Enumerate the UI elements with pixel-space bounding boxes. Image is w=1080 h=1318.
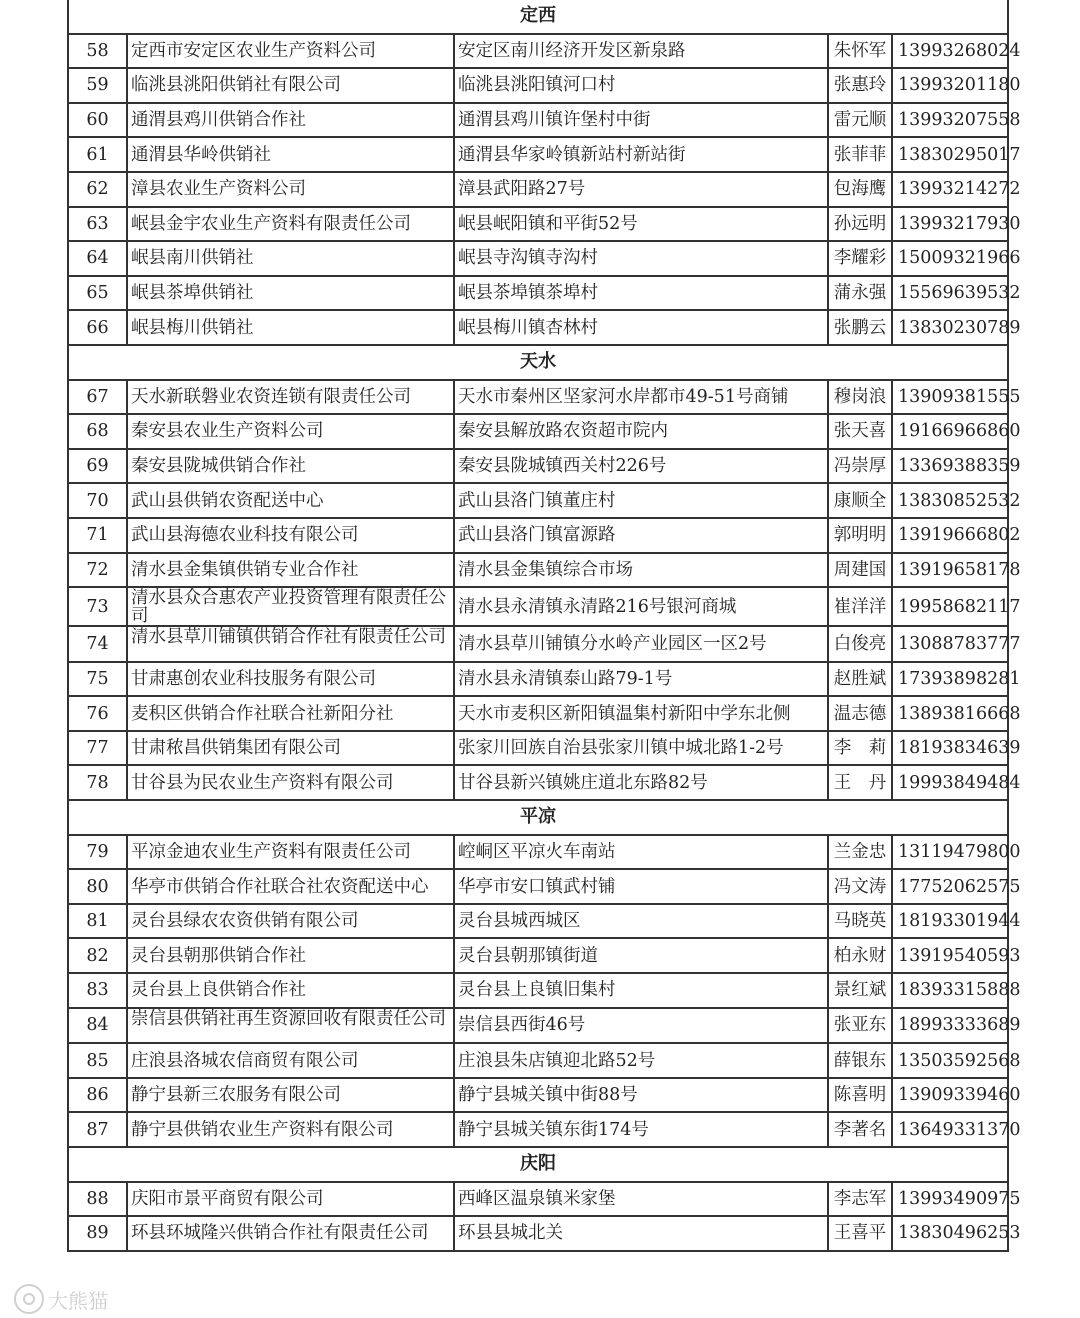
address-cell: 武山县洛门镇董庄村 [454,483,828,518]
table-row [68,310,1008,345]
company-name-cell: 武山县海德农业科技有限公司 [127,518,454,553]
supplier-table [67,0,1021,1252]
contact-person-cell: 王喜平 [828,1216,892,1251]
address-cell: 张家川回族自治县张家川镇中城北路1-2号 [454,731,828,766]
address-cell: 岷县梅川镇杏林村 [454,310,828,345]
contact-person-cell: 兰金忠 [828,835,892,870]
phone-cell: 13830230789 [892,310,1008,345]
row-number-cell: 70 [68,483,127,518]
contact-person-cell: 雷元顺 [828,103,892,138]
row-number-cell: 85 [68,1043,127,1078]
table-row [68,731,1008,766]
table-row [68,1216,1008,1251]
company-name-cell: 清水县众合惠农产业投资管理有限责任公司 [127,587,454,626]
phone-cell: 13830496253 [892,1216,1008,1251]
row-number-cell: 68 [68,414,127,449]
contact-person-cell: 张鹏云 [828,310,892,345]
phone-cell: 15569639532 [892,276,1008,311]
row-number-cell: 62 [68,172,127,207]
address-cell: 清水县金集镇综合市场 [454,553,828,588]
row-number-cell: 72 [68,553,127,588]
contact-person-cell: 赵胜斌 [828,662,892,697]
table-row [68,34,1008,69]
phone-cell: 13919540593 [892,938,1008,973]
row-number-cell: 78 [68,765,127,800]
address-cell: 岷县岷阳镇和平街52号 [454,207,828,242]
company-name-cell: 平凉金迪农业生产资料有限责任公司 [127,835,454,870]
contact-person-cell: 冯崇厚 [828,449,892,484]
region-header-row [68,0,1008,34]
contact-person-cell: 康顺全 [828,483,892,518]
row-number-cell: 67 [68,380,127,415]
region-header-row [68,1147,1008,1182]
address-cell: 清水县永清镇泰山路79-1号 [454,662,828,697]
phone-cell: 19993849484 [892,765,1008,800]
table-row [68,483,1008,518]
address-cell: 华亭市安口镇武村铺 [454,869,828,904]
contact-person-cell: 朱怀军 [828,34,892,69]
contact-person-cell: 李耀彩 [828,241,892,276]
contact-person-cell: 李 莉 [828,731,892,766]
company-name-cell: 灵台县朝那供销合作社 [127,938,454,973]
address-cell: 清水县草川铺镇分水岭产业园区一区2号 [454,626,828,662]
address-cell: 岷县茶埠镇茶埠村 [454,276,828,311]
table-row [68,449,1008,484]
address-cell: 静宁县城关镇东街174号 [454,1112,828,1147]
contact-person-cell: 包海鹰 [828,172,892,207]
phone-cell: 13993268024 [892,34,1008,69]
contact-person-cell: 薛银东 [828,1043,892,1078]
address-cell: 天水市麦积区新阳镇温集村新阳中学东北侧 [454,696,828,731]
address-cell: 崇信县西街46号 [454,1008,828,1044]
phone-cell: 13649331370 [892,1112,1008,1147]
row-number-cell: 61 [68,137,127,172]
company-name-cell: 岷县南川供销社 [127,241,454,276]
row-number-cell: 69 [68,449,127,484]
watermark-logo-icon [14,1284,44,1314]
region-title: 定西 [68,0,1008,34]
phone-cell: 15009321966 [892,241,1008,276]
address-cell: 通渭县华家岭镇新站村新站街 [454,137,828,172]
contact-person-cell: 冯文涛 [828,869,892,904]
company-name-cell: 崇信县供销社再生资源回收有限责任公司 [127,1008,454,1044]
phone-cell: 13919658178 [892,553,1008,588]
phone-cell: 13893816668 [892,696,1008,731]
phone-cell: 18393315888 [892,973,1008,1008]
phone-cell: 19166966860 [892,414,1008,449]
table-row [68,765,1008,800]
table-row [68,137,1008,172]
phone-cell: 17393898281 [892,662,1008,697]
row-number-cell: 76 [68,696,127,731]
phone-cell: 13993490975 [892,1182,1008,1217]
phone-cell: 13993201180 [892,68,1008,103]
address-cell: 甘谷县新兴镇姚庄道北东路82号 [454,765,828,800]
table-row [68,276,1008,311]
phone-cell: 17752062575 [892,869,1008,904]
row-number-cell: 79 [68,835,127,870]
company-name-cell: 天水新联磐业农资连锁有限责任公司 [127,380,454,415]
contact-person-cell: 张菲菲 [828,137,892,172]
company-name-cell: 庆阳市景平商贸有限公司 [127,1182,454,1217]
row-number-cell: 64 [68,241,127,276]
company-name-cell: 清水县草川铺镇供销合作社有限责任公司 [127,626,454,662]
company-name-cell: 麦积区供销合作社联合社新阳分社 [127,696,454,731]
company-name-cell: 秦安县农业生产资料公司 [127,414,454,449]
company-name-cell: 环县环城隆兴供销合作社有限责任公司 [127,1216,454,1251]
row-number-cell: 60 [68,103,127,138]
contact-person-cell: 温志德 [828,696,892,731]
phone-cell: 13993214272 [892,172,1008,207]
region-title: 平凉 [68,800,1008,835]
row-number-cell: 58 [68,34,127,69]
address-cell: 武山县洛门镇富源路 [454,518,828,553]
contact-person-cell: 李著名 [828,1112,892,1147]
watermark-text: 大熊猫 [48,1288,108,1313]
row-number-cell: 89 [68,1216,127,1251]
contact-person-cell: 白俊亮 [828,626,892,662]
company-name-cell: 清水县金集镇供销专业合作社 [127,553,454,588]
row-number-cell: 80 [68,869,127,904]
table-row [68,414,1008,449]
table-row [68,904,1008,939]
region-header-row [68,800,1008,835]
company-name-cell: 秦安县陇城供销合作社 [127,449,454,484]
phone-cell: 13369388359 [892,449,1008,484]
region-title: 天水 [68,345,1008,380]
company-name-cell: 灵台县绿农农资供销有限公司 [127,904,454,939]
company-name-cell: 定西市安定区农业生产资料公司 [127,34,454,69]
address-cell: 环县县城北关 [454,1216,828,1251]
contact-person-cell: 周建国 [828,553,892,588]
phone-cell: 13119479800 [892,835,1008,870]
row-number-cell: 84 [68,1008,127,1044]
phone-cell: 18993333689 [892,1008,1008,1044]
company-name-cell: 岷县茶埠供销社 [127,276,454,311]
address-cell: 崆峒区平凉火车南站 [454,835,828,870]
address-cell: 岷县寺沟镇寺沟村 [454,241,828,276]
phone-cell: 18193834639 [892,731,1008,766]
phone-cell: 13830852532 [892,483,1008,518]
contact-person-cell: 陈喜明 [828,1078,892,1113]
table-row [68,68,1008,103]
row-number-cell: 77 [68,731,127,766]
table-row [68,518,1008,553]
phone-cell: 18193301944 [892,904,1008,939]
company-name-cell: 临洮县洮阳供销社有限公司 [127,68,454,103]
row-number-cell: 65 [68,276,127,311]
contact-person-cell: 蒲永强 [828,276,892,311]
address-cell: 静宁县城关镇中街88号 [454,1078,828,1113]
company-name-cell: 通渭县鸡川供销合作社 [127,103,454,138]
table-row [68,662,1008,697]
contact-person-cell: 崔洋洋 [828,587,892,626]
address-cell: 漳县武阳路27号 [454,172,828,207]
contact-person-cell: 郭明明 [828,518,892,553]
row-number-cell: 88 [68,1182,127,1217]
contact-person-cell: 王 丹 [828,765,892,800]
table-row [68,103,1008,138]
table-row [68,835,1008,870]
table-row [68,207,1008,242]
table-row [68,1043,1008,1078]
address-cell: 秦安县解放路农资超市院内 [454,414,828,449]
company-name-cell: 岷县金宇农业生产资料有限责任公司 [127,207,454,242]
address-cell: 灵台县上良镇旧集村 [454,973,828,1008]
table-row [68,241,1008,276]
contact-person-cell: 柏永财 [828,938,892,973]
contact-person-cell: 张惠玲 [828,68,892,103]
row-number-cell: 86 [68,1078,127,1113]
address-cell: 清水县永清镇永清路216号银河商城 [454,587,828,626]
contact-person-cell: 孙远明 [828,207,892,242]
row-number-cell: 81 [68,904,127,939]
contact-person-cell: 李志军 [828,1182,892,1217]
phone-cell: 13919666802 [892,518,1008,553]
row-number-cell: 59 [68,68,127,103]
phone-cell: 19958682117 [892,587,1008,626]
table-row [68,172,1008,207]
phone-cell: 13503592568 [892,1043,1008,1078]
row-number-cell: 71 [68,518,127,553]
company-name-cell: 灵台县上良供销合作社 [127,973,454,1008]
row-number-cell: 66 [68,310,127,345]
company-name-cell: 通渭县华岭供销社 [127,137,454,172]
phone-cell: 13909339460 [892,1078,1008,1113]
phone-cell: 13088783777 [892,626,1008,662]
region-header-row [68,345,1008,380]
address-cell: 临洮县洮阳镇河口村 [454,68,828,103]
table-row [68,380,1008,415]
company-name-cell: 庄浪县洛城农信商贸有限公司 [127,1043,454,1078]
address-cell: 通渭县鸡川镇许堡村中街 [454,103,828,138]
table-row [68,696,1008,731]
contact-person-cell: 穆岗浪 [828,380,892,415]
contact-person-cell: 马晓英 [828,904,892,939]
address-cell: 天水市秦州区坚家河水岸都市49-51号商铺 [454,380,828,415]
contact-person-cell: 张天喜 [828,414,892,449]
phone-cell: 13909381555 [892,380,1008,415]
company-name-cell: 漳县农业生产资料公司 [127,172,454,207]
supplier-table-body [68,0,1021,1251]
phone-cell: 13993207558 [892,103,1008,138]
phone-cell: 13830295017 [892,137,1008,172]
company-name-cell: 华亭市供销合作社联合社农资配送中心 [127,869,454,904]
row-number-cell: 83 [68,973,127,1008]
contact-person-cell: 景红斌 [828,973,892,1008]
company-name-cell: 静宁县供销农业生产资料有限公司 [127,1112,454,1147]
table-row [68,1008,1008,1044]
table-row [68,1112,1008,1147]
company-name-cell: 甘肃惠创农业科技服务有限公司 [127,662,454,697]
row-number-cell: 73 [68,587,127,626]
table-row [68,869,1008,904]
table-row [68,553,1008,588]
table-row [68,626,1008,662]
row-number-cell: 74 [68,626,127,662]
table-row [68,1182,1008,1217]
row-number-cell: 82 [68,938,127,973]
address-cell: 安定区南川经济开发区新泉路 [454,34,828,69]
row-number-cell: 75 [68,662,127,697]
table-row [68,938,1008,973]
address-cell: 庄浪县朱店镇迎北路52号 [454,1043,828,1078]
row-number-cell: 87 [68,1112,127,1147]
table-row [68,587,1008,626]
watermark [14,1284,108,1314]
address-cell: 灵台县朝那镇街道 [454,938,828,973]
row-number-cell: 63 [68,207,127,242]
company-name-cell: 岷县梅川供销社 [127,310,454,345]
address-cell: 灵台县城西城区 [454,904,828,939]
phone-cell: 13993217930 [892,207,1008,242]
company-name-cell: 静宁县新三农服务有限公司 [127,1078,454,1113]
contact-person-cell: 张亚东 [828,1008,892,1044]
company-name-cell: 甘谷县为民农业生产资料有限公司 [127,765,454,800]
address-cell: 秦安县陇城镇西关村226号 [454,449,828,484]
company-name-cell: 甘肃秾昌供销集团有限公司 [127,731,454,766]
company-name-cell: 武山县供销农资配送中心 [127,483,454,518]
region-title: 庆阳 [68,1147,1008,1182]
table-row [68,1078,1008,1113]
table-row [68,973,1008,1008]
address-cell: 西峰区温泉镇米家堡 [454,1182,828,1217]
